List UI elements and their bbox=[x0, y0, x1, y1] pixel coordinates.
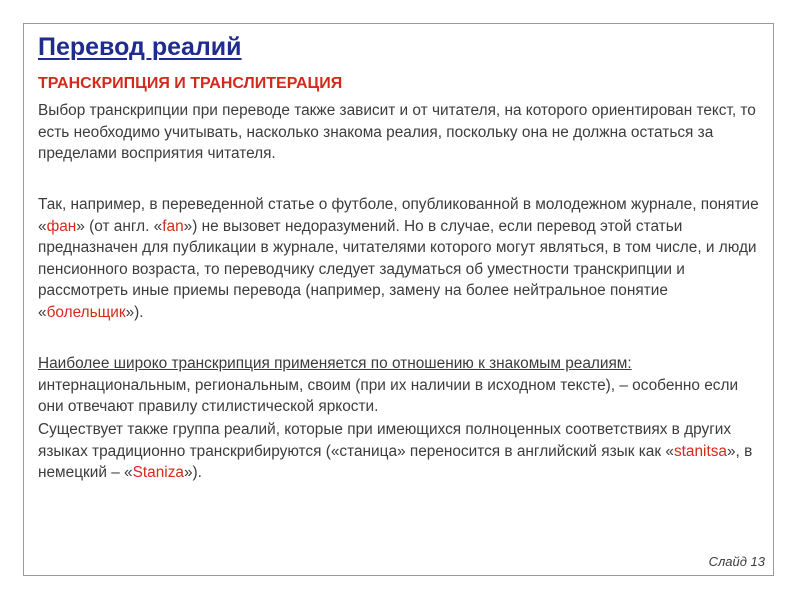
term-fan-english: fan bbox=[162, 217, 184, 235]
term-staniza: Staniza bbox=[132, 464, 184, 481]
term-fan: фан bbox=[46, 217, 77, 235]
paragraph-3-lead: Наиболее широко транскрипция применяется по отношению к знакомым реалиям: bbox=[38, 355, 632, 372]
paragraph-2-text: » (от англ. « bbox=[76, 217, 163, 235]
paragraph-4-text: Существует также группа реалий, которые при имеющихся полноценных соответствиях в других языках традиционно транскрибируются («станица» переносится в английский язык как « bbox=[38, 421, 732, 460]
paragraph-2-text: »). bbox=[125, 303, 144, 321]
term-stanitsa: stanitsa bbox=[673, 442, 727, 460]
paragraph-3-text: интернациональным, региональным, своим (при их наличии в исходном тексте), – особенно если они отвечают правилу стилистической яркости. bbox=[38, 376, 739, 415]
slide bbox=[23, 23, 774, 576]
slide-subtitle: ТРАНСКРИПЦИЯ И ТРАНСЛИТЕРАЦИЯ bbox=[38, 75, 343, 92]
paragraph-2-text: Так, например, в переведенной статье о футболе, опубликованной в молодежном журнале, понятие « bbox=[38, 196, 759, 235]
paragraph-3 bbox=[38, 353, 760, 418]
slide-title: Перевод реалий bbox=[38, 33, 242, 61]
paragraph-4-text: », в немецкий – « bbox=[38, 442, 753, 481]
slide-number: Слайд 13 bbox=[708, 554, 765, 569]
paragraph-2-text: ») не вызовет недоразумений. Но в случае, если перевод этой статьи предназначен для публикации в журнале, читателями которого могут являться, в том числе, и люди пенсионного возраста, то переводчику следует задуматься об уместности транскрипции и рассмотреть иные приемы перевода (например, замену на более нейтральное понятие « bbox=[38, 217, 757, 321]
term-bolelshchik: болельщик bbox=[46, 303, 126, 321]
paragraph-4 bbox=[38, 419, 760, 484]
paragraph-1: Выбор транскрипции при переводе также зависит и от читателя, на которого ориентирован текст, то есть необходимо учитывать, насколько знакома реалия, поскольку она не должна остаться за пределами восприятия читателя. bbox=[38, 102, 756, 162]
paragraph-4-text: »). bbox=[183, 464, 202, 481]
paragraph-2 bbox=[38, 194, 760, 323]
